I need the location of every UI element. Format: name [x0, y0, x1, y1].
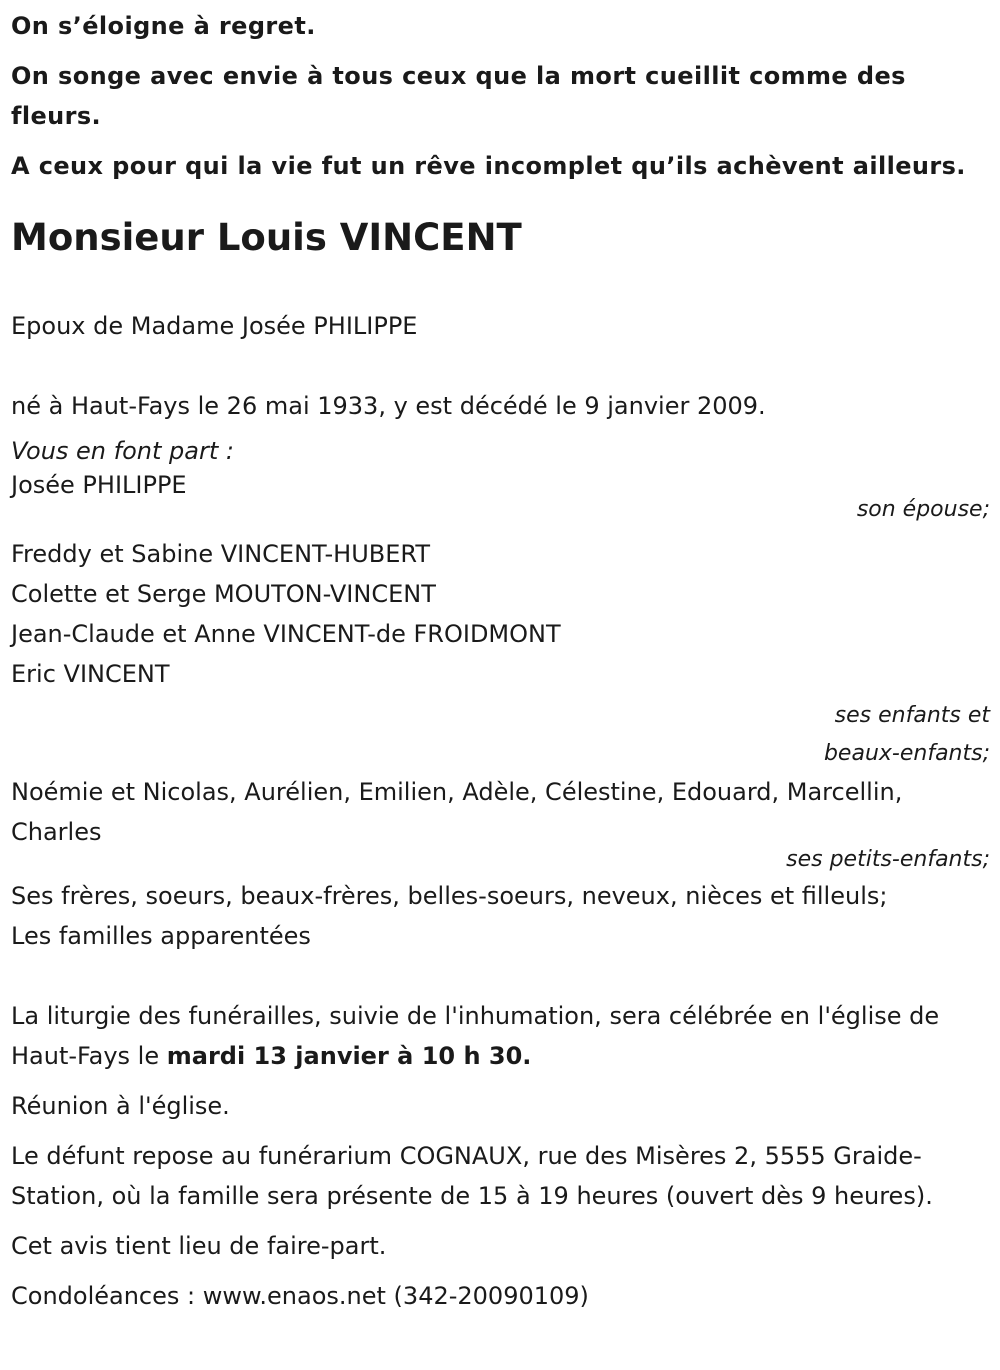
deceased-name: Monsieur Louis VINCENT	[11, 216, 522, 259]
epigraph-line-3: A ceux pour qui la vie fut un rêve incomplet qu’ils achèvent ailleurs.	[11, 152, 966, 180]
meeting-line: Réunion à l'église.	[11, 1092, 230, 1120]
grandchildren-role: ses petits-enfants;	[786, 847, 990, 872]
condolences-line: Condoléances : www.enaos.net (342-20090109)	[11, 1282, 589, 1310]
ceremony-text: La liturgie des funérailles, suivie de l'inhumation, sera célébrée en l'église de Haut-Fays le	[11, 1002, 940, 1070]
epigraph	[11, 6, 990, 186]
obituary-page	[0, 6, 1000, 1370]
spouse-role: son épouse;	[856, 497, 990, 522]
list-item: Jean-Claude et Anne VINCENT-de FROIDMONT	[11, 620, 561, 648]
siblings: Ses frères, soeurs, beaux-frères, belles-soeurs, neveux, nièces et filleuls;	[11, 882, 888, 910]
children-list	[11, 534, 990, 694]
epigraph-line-1: On s’éloigne à regret.	[11, 12, 316, 40]
notice-line: Cet avis tient lieu de faire-part.	[11, 1232, 387, 1260]
spouse-name: Josée PHILIPPE	[11, 471, 187, 499]
list-item: Colette et Serge MOUTON-VINCENT	[11, 580, 436, 608]
spouse-line: Epoux de Madame Josée PHILIPPE	[11, 312, 418, 340]
ceremony-paragraph	[11, 996, 990, 1076]
epigraph-line-2: On songe avec envie à tous ceux que la mort cueillit comme des fleurs.	[11, 62, 906, 130]
children-role-line-2: beaux-enfants;	[823, 741, 990, 766]
list-item: Eric VINCENT	[11, 660, 170, 688]
children-role-line-1: ses enfants et	[834, 703, 990, 728]
rest-paragraph: Le défunt repose au funérarium COGNAUX, rue des Misères 2, 5555 Graide-Station, où la famille sera présente de 15 à 19 heures (ouvert dès 9 heures).	[11, 1142, 933, 1210]
grandchildren: Noémie et Nicolas, Aurélien, Emilien, Adèle, Célestine, Edouard, Marcellin, Charles	[11, 778, 903, 846]
list-item: Freddy et Sabine VINCENT-HUBERT	[11, 540, 430, 568]
ceremony-date: mardi 13 janvier à 10 h 30.	[166, 1042, 532, 1070]
families: Les familles apparentées	[11, 922, 311, 950]
birth-death-line: né à Haut-Fays le 26 mai 1933, y est décédé le 9 janvier 2009.	[11, 392, 766, 420]
announcers-intro: Vous en font part :	[11, 437, 234, 465]
